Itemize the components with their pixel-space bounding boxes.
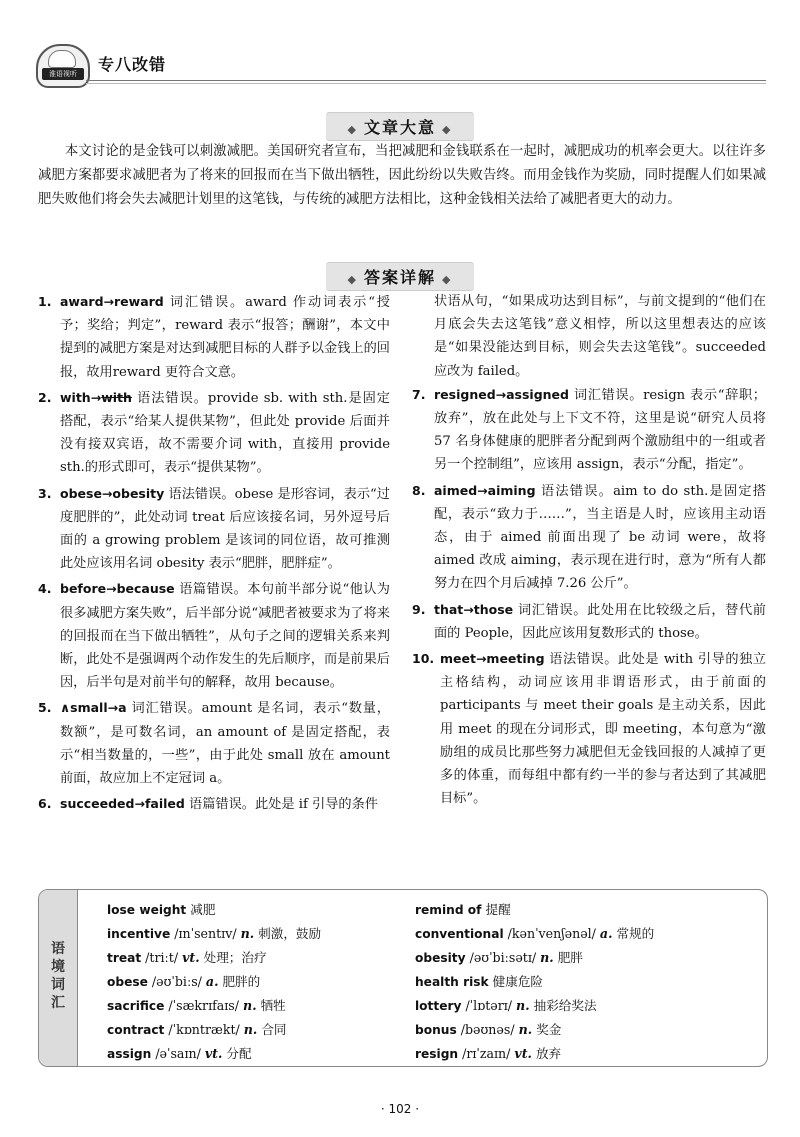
logo-text: 淮语视听 xyxy=(42,68,84,80)
answer-item-3: 3. obese→obesity 语法错误。obese 是形容词，表示“过度肥胖的”，此处动词 treat 后应该接名词，另外逗号后面的 a growing problem 是该词的同位语，故可推测此处应该用名词 obesity 表示“肥胖，肥胖症”。 xyxy=(38,485,390,572)
vocab-entry: treat /triːt/ vt. 处理；治疗 xyxy=(107,950,267,965)
vocabulary-box xyxy=(38,889,768,1067)
diamond-icon: ◆ xyxy=(442,273,453,286)
vocab-entry: bonus /bəʊnəs/ n. 奖金 xyxy=(415,1022,562,1037)
diamond-icon: ◆ xyxy=(442,123,453,136)
header-title: 专八改错 xyxy=(98,55,167,74)
header-divider xyxy=(86,80,766,81)
vocabulary-right-column xyxy=(415,898,755,1066)
summary-paragraph: 本文讨论的是金钱可以刺激减肥。美国研究者宣布，当把减肥和金钱联系在一起时，减肥成功的机率会更大。以往许多减肥方案都要求减肥者为了将来的回报而在当下做出牺牲，因此纷纷以失败告终。而用金钱作为奖励，同时提醒人们如果减肥失败他们将会失去减肥计划里的这笔钱，与传统的减肥方法相比，这种金钱相关法给了减肥者更大的动力。 xyxy=(38,144,766,207)
answer-item-1: 1. award→reward 词汇错误。award 作动词表示“授予；奖给；判定”，reward 表示“报答；酬谢”，本文中提到的减肥方案是对达到减肥目标的人群予以金钱上的回报，故用reward 更符合文意。 xyxy=(38,294,390,380)
vocab-entry: lottery /ˈlɒtərɪ/ n. 抽彩给奖法 xyxy=(415,998,597,1013)
answer-item-6-continued: 状语从句，“如果成功达到目标”，与前文提到的“他们在月底会失去这笔钱”意义相悖，所以这里想表达的应该是“如果没能达到目标，则会失去这笔钱”。succeeded 应改为 failed。 xyxy=(434,294,766,379)
vocab-entry: obesity /əʊˈbiːsətɪ/ n. 肥胖 xyxy=(415,950,583,965)
vocab-entry: obese /əʊˈbiːs/ a. 肥胖的 xyxy=(107,974,261,989)
answer-item-10: 10. meet→meeting 语法错误。此处是 with 引导的独立主格结构，动词应该用非谓语形式，由于前面的 participants 与 meet their goals 是主动关系，因此用 meet 的现在分词形式，即 meeting，本句意为“激励组的成员比那些努力减肥但无金钱回报的人减掉了更多的体重，而每组中都有约一半的参与者达到了其减肥目标”。 xyxy=(412,651,766,807)
vocab-entry: conventional /kənˈvenʃənəl/ a. 常规的 xyxy=(415,926,655,941)
vocabulary-sidebar xyxy=(39,890,78,1066)
logo-graphic xyxy=(48,50,76,68)
vocabulary-label: 语 境 词 汇 xyxy=(51,941,65,1011)
vocab-entry: assign /əˈsaɪn/ vt. 分配 xyxy=(107,1046,252,1061)
diamond-icon: ◆ xyxy=(347,273,358,286)
answer-item-2: 2. with→with 语法错误。provide sb. with sth.是固定搭配，表示“给某人提供某物”，但此处 provide 后面并没有接双宾语，故不需要介词 with，直接用 provide sth.的形式即可，表示“提供某物”。 xyxy=(38,389,390,476)
page-number: · 102 · xyxy=(380,1102,420,1116)
answer-item-4: 4. before→because 语篇错误。本句前半部分说“他认为很多减肥方案失败”，后半部分说“减肥者被要求为了将来的回报而在当下做出牺牲”，从句子之间的逻辑关系来判断，此处不是强调两个动作发生的先后顺序，而是前果后因，后半句是对前半句的解释，故用 because。 xyxy=(38,581,390,691)
answer-item-9: 9. that→those 词汇错误。此处用在比较级之后，替代前面的 People，因此应该用复数形式的 those。 xyxy=(412,601,766,641)
answers-right-column xyxy=(412,290,766,812)
vocab-entry: incentive /ɪnˈsentɪv/ n. 刺激，鼓励 xyxy=(107,926,322,941)
answer-item-6: 6. succeeded→failed 语篇错误。此处是 if 引导的条件 xyxy=(38,796,378,813)
answer-item-7: 7. resigned→assigned 词汇错误。resign 表示“辞职；放弃”，放在此处与上下文不符，这里是说“研究人员将 57 名身体健康的肥胖者分配到两个激励组中的一组或者另一个控制组”，应该用 assign，表示“分配，指定”。 xyxy=(412,386,766,473)
answers-left-column xyxy=(38,290,390,818)
vocab-entry: resign /rɪˈzaɪn/ vt. 放弃 xyxy=(415,1046,562,1061)
vocab-entry: remind of 提醒 xyxy=(415,902,511,917)
vocab-entry: sacrifice /ˈsækrɪfaɪs/ n. 牺牲 xyxy=(107,998,286,1013)
answer-item-8: 8. aimed→aiming 语法错误。aim to do sth.是固定搭配，表示“致力于……”，当主语是人时，应该用主动语态，由于 aimed 前面出现了 be 动词 were，故将 aimed 改成 aiming，表示现在进行时，意为“所有人都努力在四个月后减掉 7.26 公斤”。 xyxy=(412,482,766,592)
vocabulary-left-column xyxy=(107,898,407,1066)
page-header xyxy=(36,44,766,86)
vocab-entry: lose weight 减肥 xyxy=(107,902,216,917)
logo-icon xyxy=(36,44,90,88)
vocab-entry: health risk 健康危险 xyxy=(415,974,544,989)
answer-item-5: 5. ∧small→a 词汇错误。amount 是名词，表示“数量，数额”，是可数名词，an amount of 是固定搭配，表示“相当数量的，一些”，由于此处 small 放在 amount 前面，故应加上不定冠词 a。 xyxy=(38,700,390,787)
answers-title: ◆ 答案详解 ◆ xyxy=(0,262,800,291)
vocab-entry: contract /ˈkɒntrækt/ n. 合同 xyxy=(107,1022,287,1037)
summary-title: ◆ 文章大意 ◆ xyxy=(0,112,800,141)
diamond-icon: ◆ xyxy=(347,123,358,136)
